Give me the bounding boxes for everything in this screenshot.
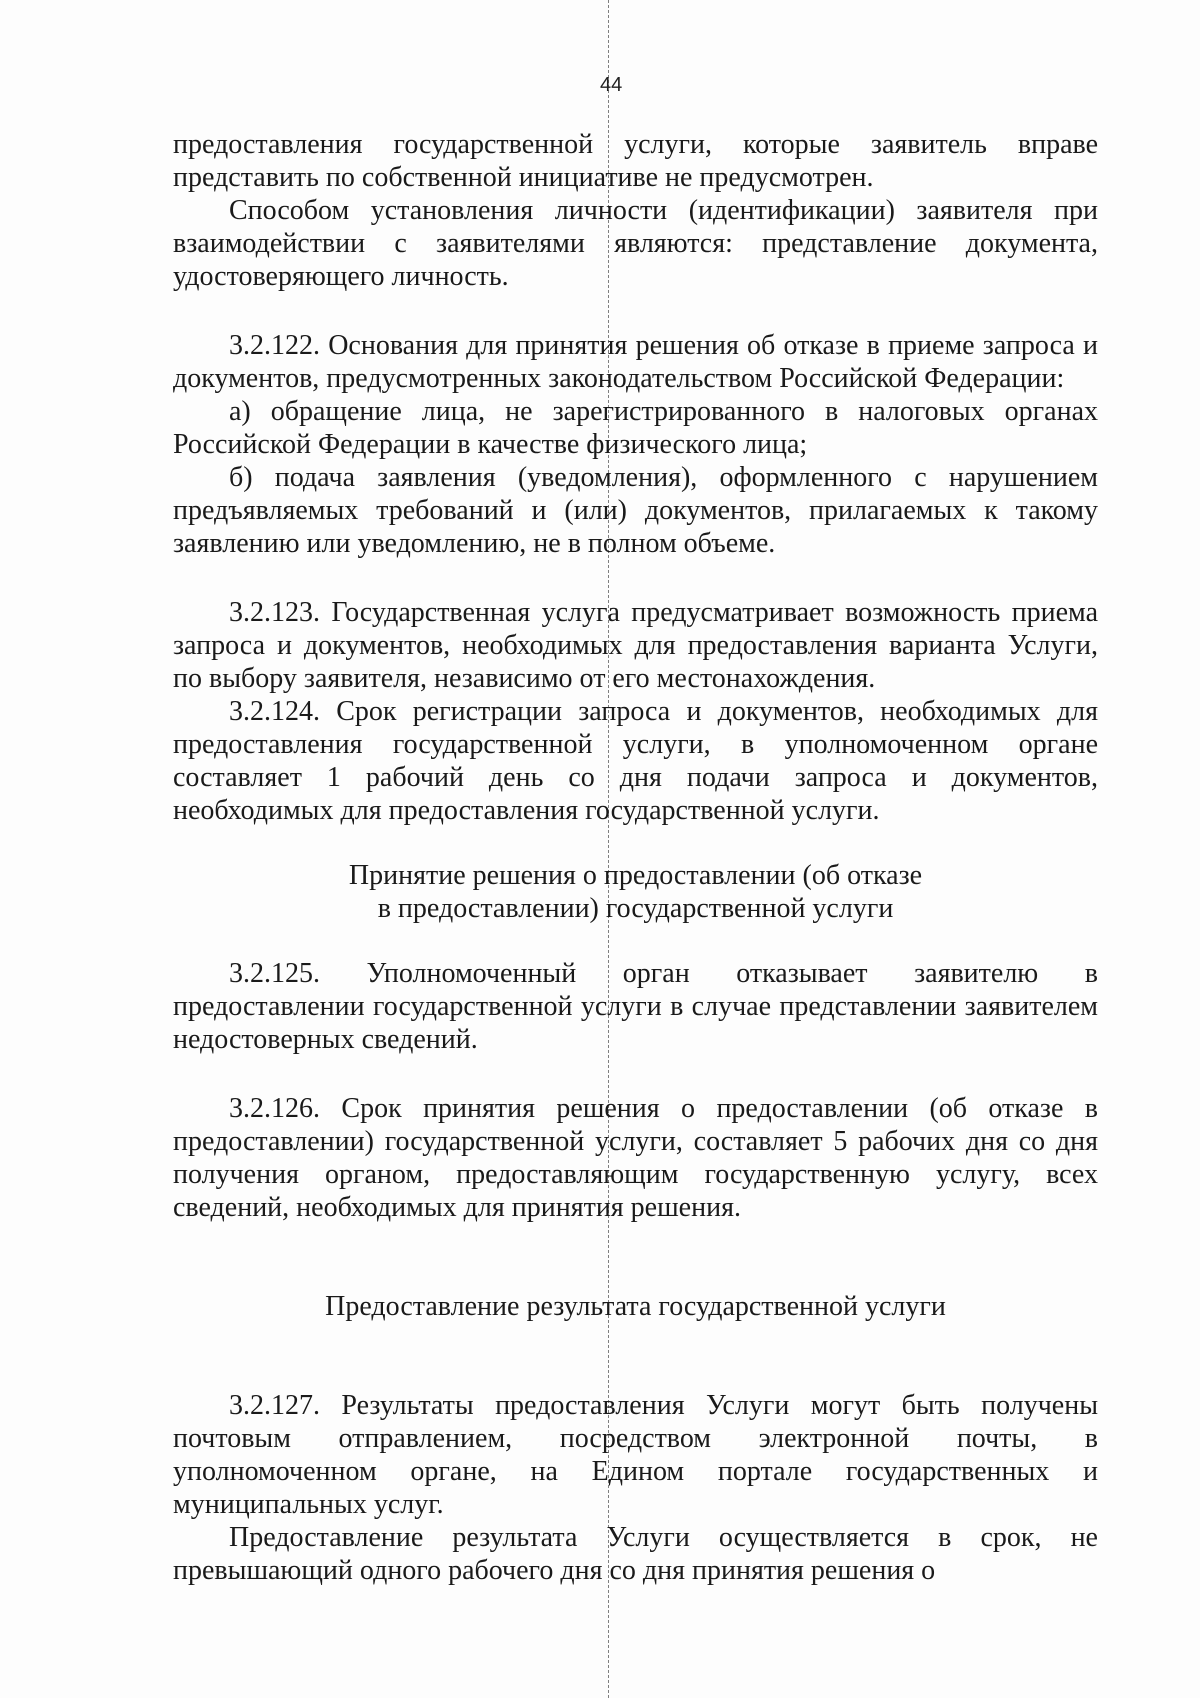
paragraph-identification: Способом установления личности (идентификации) заявителя при взаимодействии с заявителями являются: представление документа, удостоверяющего личность.	[173, 195, 1098, 292]
section-heading-result-line: Предоставление результата государственной услуги	[325, 1291, 946, 1322]
paragraph-3-2-124: 3.2.124. Срок регистрации запроса и документов, необходимых для предоставления государственной услуги, в уполномоченном органе составляет 1 рабочий день со дня подачи запроса и документов, необходимых для предоставления государственной услуги.	[173, 696, 1098, 826]
page-number: 44	[600, 74, 623, 96]
paragraph-3-2-126: 3.2.126. Срок принятия решения о предоставлении (об отказе в предоставлении) государственной услуги, составляет 5 рабочих дня со дня получения органом, предоставляющим государственную услугу, всех сведений, необходимых для принятия решения.	[173, 1093, 1098, 1223]
paragraph-item-a: а) обращение лица, не зарегистрированного в налоговых органах Российской Федерации в качестве физического лица;	[173, 396, 1098, 460]
section-heading-decision	[173, 859, 1098, 925]
paragraph-result-deadline: Предоставление результата Услуги осуществляется в срок, не превышающий одного рабочего дня со дня принятия решения о	[173, 1522, 1098, 1586]
paragraph-3-2-123: 3.2.123. Государственная услуга предусматривает возможность приема запроса и документов, необходимых для предоставления варианта Услуги, по выбору заявителя, независимо от его местонахождения.	[173, 597, 1098, 694]
section-heading-result	[173, 1290, 1098, 1323]
section-heading-decision-line1: Принятие решения о предоставлении (об отказе	[348, 860, 923, 891]
section-heading-decision-line2: в предоставлении) государственной услуги	[377, 893, 894, 924]
paragraph-3-2-127: 3.2.127. Результаты предоставления Услуги могут быть получены почтовым отправлением, посредством электронной почты, в уполномоченном органе, на Едином портале государственных и муниципальных услуг.	[173, 1390, 1098, 1520]
paragraph-continuation: предоставления государственной услуги, которые заявитель вправе представить по собственной инициативе не предусмотрен.	[173, 129, 1098, 193]
paragraph-3-2-125: 3.2.125. Уполномоченный орган отказывает заявителю в предоставлении государственной услуги в случае представлении заявителем недостоверных сведений.	[173, 958, 1098, 1055]
paragraph-3-2-122: 3.2.122. Основания для принятия решения об отказе в приеме запроса и документов, предусмотренных законодательством Российской Федерации:	[173, 330, 1098, 394]
paragraph-item-b: б) подача заявления (уведомления), оформленного с нарушением предъявляемых требований и (или) документов, прилагаемых к такому заявлению или уведомлению, не в полном объеме.	[173, 462, 1098, 559]
document-body	[173, 128, 1098, 1587]
